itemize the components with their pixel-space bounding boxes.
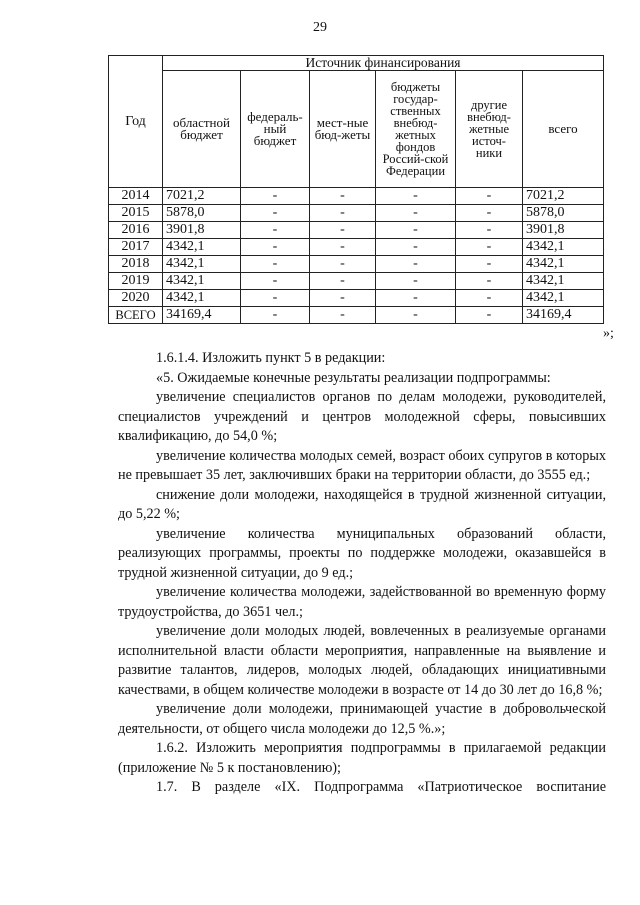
funds-cell: - <box>376 307 456 324</box>
regional-cell: 7021,2 <box>163 188 241 205</box>
funds-cell: - <box>376 256 456 273</box>
federal-cell: - <box>241 205 310 222</box>
other-cell: - <box>456 205 523 222</box>
federal-cell: - <box>241 222 310 239</box>
federal-cell: - <box>241 307 310 324</box>
table-closing-quote: »; <box>603 326 614 341</box>
source-header: Источник финансирования <box>163 56 604 71</box>
col-header-total: всего <box>523 71 604 188</box>
other-cell: - <box>456 290 523 307</box>
total-cell: 4342,1 <box>523 256 604 273</box>
local-cell: - <box>310 256 376 273</box>
regional-cell: 4342,1 <box>163 273 241 290</box>
col-header-regional: областной бюджет <box>163 71 241 188</box>
federal-cell: - <box>241 273 310 290</box>
table-row <box>109 188 604 205</box>
paragraph-1-6-2: 1.6.2. Изложить мероприятия подпрограммы в прилагаемой редакции (приложение № 5 к постановлению); <box>118 740 606 776</box>
total-cell: 4342,1 <box>523 290 604 307</box>
local-cell: - <box>310 188 376 205</box>
table-row <box>109 256 604 273</box>
federal-cell: - <box>241 188 310 205</box>
regional-cell: 5878,0 <box>163 205 241 222</box>
year-cell: ВСЕГО <box>109 307 163 324</box>
other-cell: - <box>456 222 523 239</box>
table-row <box>109 239 604 256</box>
paragraph-1-6-1-4: 1.6.1.4. Изложить пункт 5 в редакции: <box>156 350 386 366</box>
local-cell: - <box>310 239 376 256</box>
year-cell: 2016 <box>109 222 163 239</box>
federal-cell: - <box>241 290 310 307</box>
total-cell: 3901,8 <box>523 222 604 239</box>
paragraph-talents: увеличение доли молодых людей, вовлеченных в реализуемые органами исполнительной власти области мероприятия, направленные на выявление и развитие талантов, лидеров, молодых людей, обладающих инициативными качествами, в общем количестве молодежи в возрасте от 14 до 30 лет до 16,8 %; <box>118 623 606 698</box>
regional-cell: 3901,8 <box>163 222 241 239</box>
col-header-funds: бюджеты государ-ственных внебюд-жетных фондов Россий-ской Федерации <box>376 71 456 188</box>
year-cell: 2017 <box>109 239 163 256</box>
regional-cell: 4342,1 <box>163 256 241 273</box>
table-total-row <box>109 307 604 324</box>
paragraph-item-5-title: «5. Ожидаемые конечные результаты реализации подпрограммы: <box>156 369 551 386</box>
regional-cell: 4342,1 <box>163 290 241 307</box>
regional-cell: 34169,4 <box>163 307 241 324</box>
table-row <box>109 290 604 307</box>
local-cell: - <box>310 290 376 307</box>
other-cell: - <box>456 188 523 205</box>
regional-cell: 4342,1 <box>163 239 241 256</box>
total-cell: 7021,2 <box>523 188 604 205</box>
funds-cell: - <box>376 205 456 222</box>
financing-table <box>108 55 604 324</box>
local-cell: - <box>310 222 376 239</box>
funds-cell: - <box>376 222 456 239</box>
year-cell: 2015 <box>109 205 163 222</box>
col-header-other: другие внебюд-жетные источ-ники <box>456 71 523 188</box>
other-cell: - <box>456 239 523 256</box>
col-header-local: мест-ные бюд-жеты <box>310 71 376 188</box>
paragraph-municipalities: увеличение количества муниципальных образований области, реализующих программы, проекты по поддержке молодежи, оказавшейся в трудной жизненной ситуации, до 9 ед.; <box>118 525 606 581</box>
federal-cell: - <box>241 256 310 273</box>
local-cell: - <box>310 307 376 324</box>
table-row <box>109 205 604 222</box>
other-cell: - <box>456 256 523 273</box>
other-cell: - <box>456 307 523 324</box>
funds-cell: - <box>376 239 456 256</box>
col-header-federal: федераль-ный бюджет <box>241 71 310 188</box>
paragraph-difficult-situation: снижение доли молодежи, находящейся в трудной жизненной ситуации, до 5,22 %; <box>118 486 606 522</box>
total-cell: 34169,4 <box>523 307 604 324</box>
funds-cell: - <box>376 290 456 307</box>
year-header: Год <box>109 56 163 188</box>
paragraph-volunteering: увеличение доли молодежи, принимающей участие в добровольческой деятельности, от общего числа молодежи до 12,5 %.»; <box>118 701 606 737</box>
year-cell: 2019 <box>109 273 163 290</box>
table-row <box>109 273 604 290</box>
paragraph-specialists: увеличение специалистов органов по делам молодежи, руководителей, специалистов учреждений и центров молодежной сферы, повысивших квалификацию, до 54,0 %; <box>118 389 606 444</box>
page-number: 29 <box>313 20 327 35</box>
paragraph-young-families: увеличение количества молодых семей, возраст обоих супругов в которых не превышает 35 лет, заключивших браки на территории области, до 3555 ед.; <box>118 447 606 483</box>
federal-cell: - <box>241 239 310 256</box>
total-cell: 4342,1 <box>523 273 604 290</box>
local-cell: - <box>310 273 376 290</box>
paragraph-employment: увеличение количества молодежи, задействованной во временную форму трудоустройства, до 3651 чел.; <box>118 584 606 620</box>
total-cell: 5878,0 <box>523 205 604 222</box>
year-cell: 2014 <box>109 188 163 205</box>
local-cell: - <box>310 205 376 222</box>
year-cell: 2020 <box>109 290 163 307</box>
paragraph-1-7: 1.7. В разделе «IX. Подпрограмма «Патриотическое воспитание <box>156 779 606 795</box>
funds-cell: - <box>376 188 456 205</box>
table-row <box>109 222 604 239</box>
year-cell: 2018 <box>109 256 163 273</box>
body-text <box>118 349 606 798</box>
other-cell: - <box>456 273 523 290</box>
funds-cell: - <box>376 273 456 290</box>
total-cell: 4342,1 <box>523 239 604 256</box>
